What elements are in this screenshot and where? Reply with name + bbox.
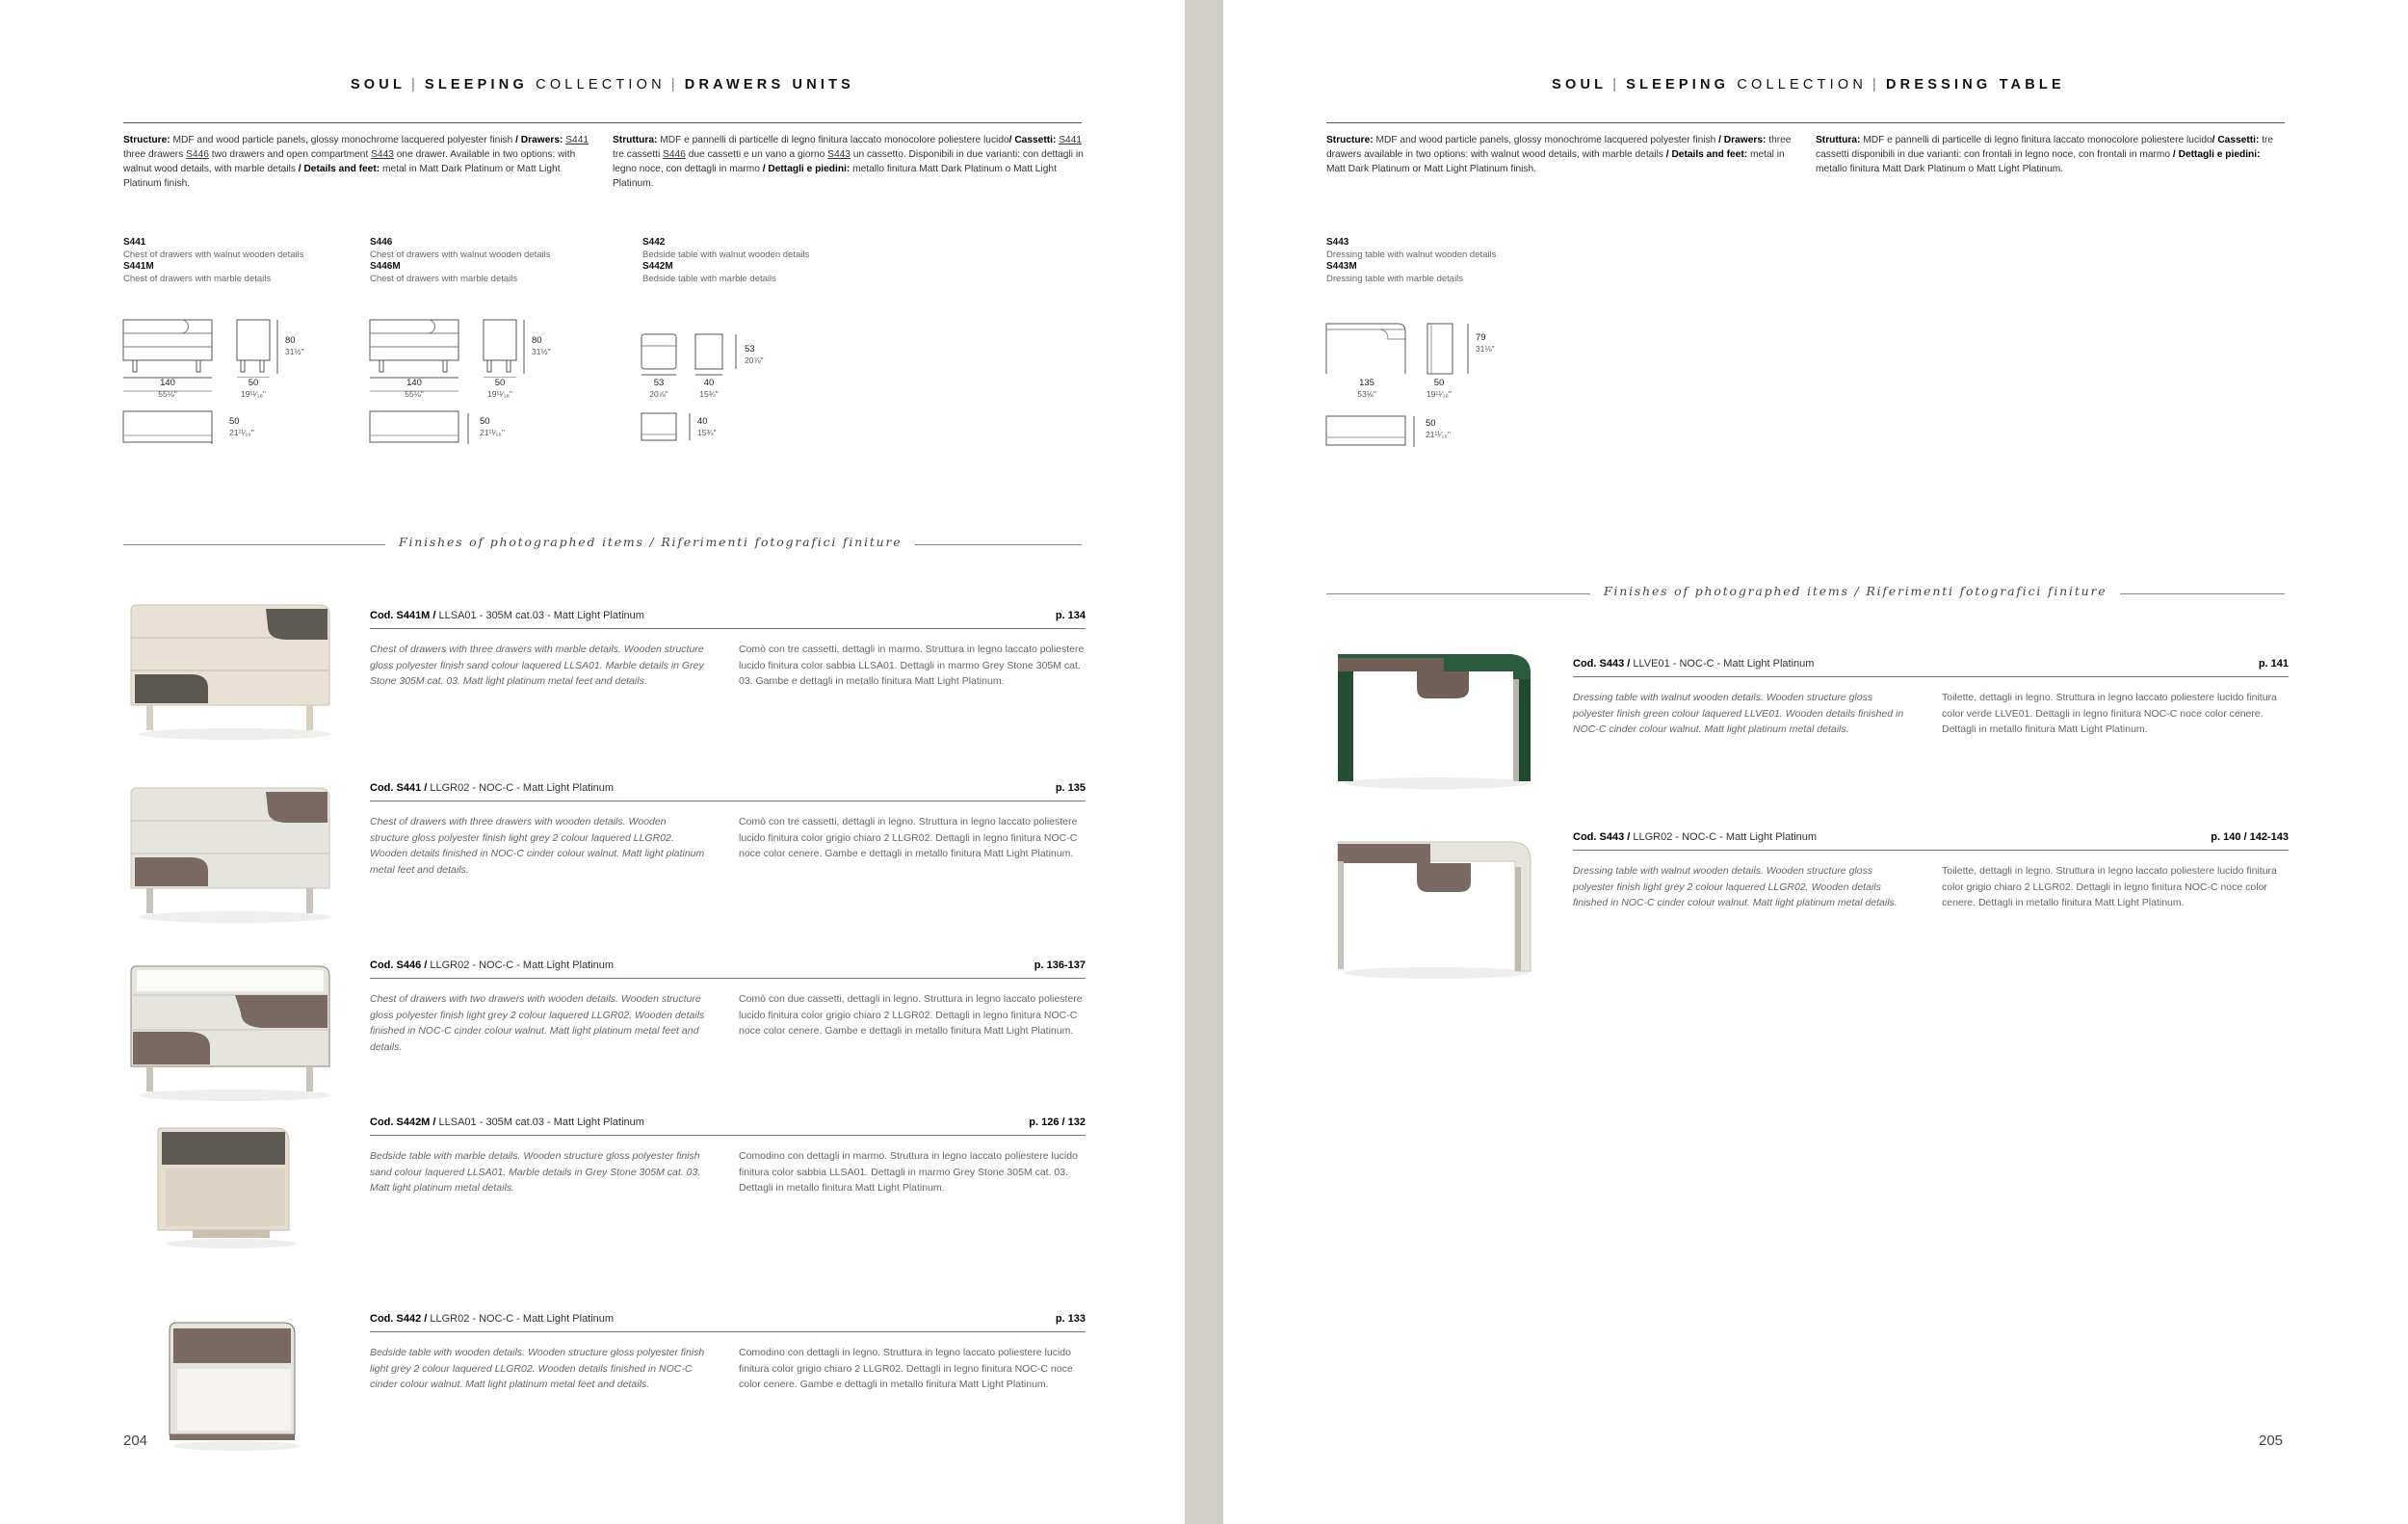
item-head-s443-grey: Cod. S443 / LLGR02 - NOC-C - Matt Light Platinum p. 140 / 142-143 <box>1573 831 2289 843</box>
item-rule <box>370 1135 1086 1136</box>
photo-s441 <box>121 780 343 925</box>
page-header: SOUL | SLEEPING COLLECTION | DRAWERS UNITS <box>350 77 855 92</box>
item-desc-it: Toilette, dettagli in legno. Struttura in legno laccato poliestere lucido finitura color grigio chiaro 2 LLGR02. Dettagli in legno finitura NOC-C noce color cenere. Dettagli in metallo finitura Matt Light Platinum. <box>1942 865 2277 908</box>
page-header: SOUL | SLEEPING COLLECTION | DRESSING TABLE <box>1552 77 2065 92</box>
item-desc-en: Chest of drawers with three drawers with wooden details. Wooden structure gloss polyester finish light grey 2 colour laquered LLGR02. Wooden details finished in NOC-C cinder colour walnut. Matt light platinum metal feet and details. <box>370 816 705 876</box>
item-desc-en: Chest of drawers with two drawers with wooden details. Wooden structure gloss polyester finish light grey 2 colour laquered LLGR02. Wooden details finished in NOC-C cinder colour walnut. Matt light platinum metal feet and details. <box>370 993 705 1053</box>
spread-gutter <box>1185 0 1223 1524</box>
photo-s442m <box>144 1122 318 1267</box>
dim-s441-top-rule <box>210 411 220 450</box>
page-ref-141[interactable]: p. 141 <box>2258 658 2289 670</box>
page-number: 205 <box>2259 1432 2284 1449</box>
page-number: 204 <box>123 1432 148 1449</box>
section-name: DRAWERS UNITS <box>684 77 855 92</box>
item-head-s443-green: Cod. S443 / LLVE01 - NOC-C - Matt Light Platinum p. 141 <box>1573 658 2289 670</box>
section-name: DRESSING TABLE <box>1886 77 2065 92</box>
item-desc-it: Comò con tre cassetti, dettagli in legno. Struttura in legno laccato poliestere lucido finitura color grigio chiaro 2 LLGR02. Dettagli in legno finitura NOC-C noce color cenere. Gambe e dettagli in metallo finitura Matt Light Platinum. <box>739 816 1078 859</box>
intro-english: Structure: MDF and wood particle panels, glossy monochrome lacquered polyester finish / Drawers: S441 three drawers S446 two drawers and open compartment S443 one drawer. Available in two options: with walnut wood details, with marble details / Details and feet: metal in Matt Dark Platinum or Matt Light Platinum finish. <box>123 135 589 189</box>
finishes-title: Finishes of photographed items / Riferimenti fotografici finiture <box>385 535 915 549</box>
code-block-s441: S441 Chest of drawers with walnut wooden details S441M Chest of drawers with marble details <box>123 237 304 284</box>
link-s441-it[interactable]: S441 <box>1059 135 1082 145</box>
dim-s441-height-rule <box>275 318 285 378</box>
item-rule <box>1573 676 2289 677</box>
item-head-s441m: Cod. S441M / LLSA01 - 305M cat.03 - Matt Light Platinum p. 134 <box>370 610 1086 621</box>
item-desc-en: Bedside table with wooden details. Wooden structure gloss polyester finish light grey 2 colour laquered LLGR02. Wooden details finished in NOC-C cinder colour walnut. Matt light platinum metal feet and details. <box>370 1347 705 1390</box>
item-desc-en: Dressing table with walnut wooden details. Wooden structure gloss polyester finish light grey 2 colour laquered LLGR02. Wooden details finished in NOC-C cinder colour walnut. Matt light platinum metal details. <box>1573 865 1898 908</box>
left-page: SOUL | SLEEPING COLLECTION | DRAWERS UNITS Structure: MDF and wood particle panels, glossy monochrome lacquered polyester finish / Drawers: S441 three drawers S446 two drawers and open compartment S443 one drawer. Available in two options: with walnut wood details, with marble details / Details and feet: metal in Matt Dark Platinum or Matt Light Platinum finish. Struttura: MDF e pannelli di particelle di legno finitura laccato monocolore poliestere lucido/ Cassetti: S441 tre cassetti S446 due cassetti e un vano a giorno S443 un cassetto. Disponibili in due varianti: con dettagli in legno noce, con dettagli in marmo / Dettagli e piedini: metallo finitura Matt Dark Platinum o Matt Light Platinum. S441 Chest of drawers with walnut wooden details S441M Chest of drawers with marble details S446 Chest of drawers with walnut wooden details S446M Chest of drawers with marble details S442 Bedside table with walnut wooden details S442M Bedside table with marble details 140 55⅛" 50 19¹¹⁄₁₆" 80 31½" 50 21¹¹⁄₁₆" 140 55⅛" 50 19¹¹⁄₁₆" 80 31½" 50 21¹¹⁄₁₆" 53 20⅞" 40 15¾" 53 20⅞" 40 15¾" Finishes of photographed items / Riferimenti fotografici finiture Cod. S441M / LLSA01 - 305M cat.03 - Matt Light Platinum p. 134 Chest of drawers with three drawers with marble details. Wooden structure gloss polyester finish sand colour laquered LLSA01. Marble details in Grey Stone 305M cat. 03. Matt light platinum metal feet and details. Comò con tre cassetti, dettagli in marmo. Struttura in legno laccato poliestere lucido finitura color sabbia LLSA01. Dettagli in marmo Grey Stone 305M cat. 03. Gambe e dettagli in metallo finitura Matt Light Platinum. Cod. S441 / LLGR02 - NOC-C - Matt Light Platinum p. 135 Chest of drawers with three drawers with wooden details. Wooden structure gloss polyester finish light grey 2 colour laquered LLGR02. Wooden details finished in NOC-C cinder colour walnut. Matt light platinum metal feet and details. Comò con tre cassetti, dettagli in legno. Struttura in legno laccato poliestere lucido finitura color grigio chiaro 2 LLGR02. Dettagli in legno finitura NOC-C noce color cenere. Gambe e dettagli in metallo finitura Matt Light Platinum. Cod. S446 / LLGR02 - NOC-C - Matt Light Platinum p. 136-137 Chest of drawers with two drawers with wooden details. Wooden structure gloss polyester finish light grey 2 colour laquered LLGR02. Wooden details finished in NOC-C cinder colour walnut. Matt light platinum metal feet and details. Comò con due cassetti, dettagli in legno. Struttura in legno laccato poliestere lucido finitura color grigio chiaro 2 LLGR02. Dettagli in legno finitura NOC-C noce color cenere. Gambe e dettagli in metallo finitura Matt Light Platinum. Cod. S442M / LLSA01 - 305M cat.03 - Matt Light Platinum p. 126 / 132 Bedside table with marble details. Wooden structure gloss polyester finish sand colour laquered LLSA01. Marble details in Grey Stone 305M cat. 03. Matt light platinum metal details. Comodino con dettagli in marmo. Struttura in legno laccato poliestere lucido finitura color sabbia LLSA01. Dettagli in marmo Grey Stone 305M cat. 03. Dettagli in metallo finitura Matt Light Platinum. Cod. S442 / LLGR02 - NOC-C - Matt Light Platinum p. 133 Bedside table with wooden details. Wooden structure gloss polyester finish light grey 2 colour laquered LLGR02. Wooden details finished in NOC-C cinder colour walnut. Matt light platinum metal feet and details. Comodino con dettagli in legno. Struttura in legno laccato poliestere lucido finitura color grigio chiaro 2 LLGR02. Dettagli in legno finitura NOC-C noce color cenere. Gambe e dettagli in metallo finitura Matt Light Platinum. 204 <box>0 0 1185 1524</box>
drawing-s446-side <box>482 318 524 378</box>
collection-name: SLEEPING <box>425 77 528 92</box>
finishes-title: Finishes of photographed items / Riferimenti fotografici finiture <box>1590 584 2120 598</box>
page-ref-136-137[interactable]: p. 136-137 <box>1034 959 1086 971</box>
collection-word: COLLECTION <box>1737 77 1868 92</box>
link-s446[interactable]: S446 <box>186 149 209 160</box>
brand-name: SOUL <box>1552 77 1608 92</box>
page-ref-134[interactable]: p. 134 <box>1055 610 1086 621</box>
photo-s446 <box>121 959 343 1103</box>
item-desc-it: Comodino con dettagli in legno. Struttura in legno laccato poliestere lucido finitura color grigio chiaro 2 LLGR02. Dettagli in legno finitura NOC-C noce color cenere. Gambe e dettagli in metallo finitura Matt Light Platinum. <box>739 1347 1073 1390</box>
page-ref-140-142-143[interactable]: p. 140 / 142-143 <box>2211 831 2289 843</box>
item-desc-it: Toilette, dettagli in legno. Struttura in legno laccato poliestere lucido finitura color verde LLVE01. Dettagli in legno finitura NOC-C noce color cenere. Dettagli in metallo finitura Matt Light Platinum. <box>1942 692 2277 735</box>
code-block-s443: S443 Dressing table with walnut wooden details S443M Dressing table with marble details <box>1326 237 1497 284</box>
code-block-s442: S442 Bedside table with walnut wooden details S442M Bedside table with marble details <box>642 237 810 284</box>
link-s443[interactable]: S443 <box>371 149 394 160</box>
link-s443-it[interactable]: S443 <box>827 149 851 160</box>
item-rule <box>370 628 1086 629</box>
page-ref-126-132[interactable]: p. 126 / 132 <box>1029 1117 1086 1128</box>
code-block-s446: S446 Chest of drawers with walnut wooden details S446M Chest of drawers with marble details <box>370 237 551 284</box>
item-desc-en: Bedside table with marble details. Wooden structure gloss polyester finish sand colour laquered LLSA01. Marble details in Grey Stone 305M cat. 03. Matt light platinum metal details. <box>370 1150 701 1194</box>
page-ref-135[interactable]: p. 135 <box>1055 782 1086 794</box>
drawing-s443-side <box>1426 320 1483 380</box>
intro-italian: Struttura: MDF e pannelli di particelle di legno finitura laccato monocolore poliestere lucido/ Cassetti: S441 tre cassetti S446 due cassetti e un vano a giorno S443 un cassetto. Disponibili in due varianti: con dettagli in legno noce, con dettagli in marmo / Dettagli e piedini: metallo finitura Matt Dark Platinum o Matt Light Platinum. <box>613 135 1084 189</box>
photo-s443-grey <box>1324 828 1546 983</box>
item-head-s446: Cod. S446 / LLGR02 - NOC-C - Matt Light Platinum p. 136-137 <box>370 959 1086 971</box>
item-rule <box>1573 850 2289 851</box>
dim-s446-height-rule <box>522 318 532 378</box>
drawing-s441-side <box>235 318 277 378</box>
item-head-s441: Cod. S441 / LLGR02 - NOC-C - Matt Light Platinum p. 135 <box>370 782 1086 794</box>
item-desc-en: Dressing table with walnut wooden details. Wooden structure gloss polyester finish green colour laquered LLVE01. Wooden details finished in NOC-C cinder colour walnut. Matt light platinum metal details. <box>1573 692 1904 735</box>
header-rule <box>123 122 1082 123</box>
item-rule <box>370 1331 1086 1332</box>
photo-s443-green <box>1324 641 1546 795</box>
item-rule <box>370 978 1086 979</box>
item-desc-en: Chest of drawers with three drawers with marble details. Wooden structure gloss polyester finish sand colour laquered LLSA01. Marble details in Grey Stone 305M cat. 03. Matt light platinum metal feet and details. <box>370 644 704 687</box>
page-ref-133[interactable]: p. 133 <box>1055 1313 1086 1325</box>
item-head-s442m: Cod. S442M / LLSA01 - 305M cat.03 - Matt Light Platinum p. 126 / 132 <box>370 1117 1086 1128</box>
item-desc-it: Comò con due cassetti, dettagli in legno. Struttura in legno laccato poliestere lucido finitura color grigio chiaro 2 LLGR02. Dettagli in legno finitura NOC-C noce color cenere. Gambe e dettagli in metallo finitura Matt Light Platinum. <box>739 993 1083 1037</box>
brand-name: SOUL <box>350 77 406 92</box>
item-desc-it: Comodino con dettagli in marmo. Struttura in legno laccato poliestere lucido finitura color sabbia LLSA01. Dettagli in marmo Grey Stone 305M cat. 03. Dettagli in metallo finitura Matt Light Platinum. <box>739 1150 1078 1194</box>
collection-name: SLEEPING <box>1626 77 1730 92</box>
intro-english: Structure: MDF and wood particle panels, glossy monochrome lacquered polyester finish / Drawers: three drawers available in two options: with walnut wood details, with marble details / Details and feet: metal in Matt Dark Platinum or Matt Light Platinum finish. <box>1326 135 1792 174</box>
link-s446-it[interactable]: S446 <box>663 149 686 160</box>
header-rule <box>1326 122 2285 123</box>
item-head-s442: Cod. S442 / LLGR02 - NOC-C - Matt Light Platinum p. 133 <box>370 1313 1086 1325</box>
collection-word: COLLECTION <box>536 77 666 92</box>
photo-s441m <box>121 597 343 742</box>
photo-s442 <box>154 1315 327 1459</box>
right-page: SOUL | SLEEPING COLLECTION | DRESSING TABLE Structure: MDF and wood particle panels, glossy monochrome lacquered polyester finish / Drawers: three drawers available in two options: with walnut wood details, with marble details / Details and feet: metal in Matt Dark Platinum or Matt Light Platinum finish. Struttura: MDF e pannelli di particelle di legno finitura laccato monocolore poliestere lucido/ Cassetti: tre cassetti disponibili in due varianti: con frontali in legno noce, con frontali in marmo / Dettagli e piedini: metallo finitura Matt Dark Platinum o Matt Light Platinum. S443 Dressing table with walnut wooden details S443M Dressing table with marble details 135 53⅛" 50 19¹¹⁄₁₆" 79 31⅛" 50 21¹¹⁄₁₆" Finishes of photographed items / Riferimenti fotografici finiture Cod. S443 / LLVE01 - NOC-C - Matt Light Platinum p. 141 Dressing table with walnut wooden details. Wooden structure gloss polyester finish green colour laquered LLVE01. Wooden details finished in NOC-C cinder colour walnut. Matt light platinum metal details. Toilette, dettagli in legno. Struttura in legno laccato poliestere lucido finitura color verde LLVE01. Dettagli in legno finitura NOC-C noce color cenere. Dettagli in metallo finitura Matt Light Platinum. Cod. S443 / LLGR02 - NOC-C - Matt Light Platinum p. 140 / 142-143 Dressing table with walnut wooden details. Wooden structure gloss polyester finish light grey 2 colour laquered LLGR02. Wooden details finished in NOC-C cinder colour walnut. Matt light platinum metal details. Toilette, dettagli in legno. Struttura in legno laccato poliestere lucido finitura color grigio chiaro 2 LLGR02. Dettagli in legno finitura NOC-C noce color cenere. Dettagli in metallo finitura Matt Light Platinum. 205 <box>1223 0 2408 1524</box>
intro-italian: Struttura: MDF e pannelli di particelle di legno finitura laccato monocolore poliestere lucido/ Cassetti: tre cassetti disponibili in due varianti: con frontali in legno noce, con frontali in marmo / Dettagli e piedini: metallo finitura Matt Dark Platinum o Matt Light Platinum. <box>1816 135 2274 174</box>
item-desc-it: Comò con tre cassetti, dettagli in marmo. Struttura in legno laccato poliestere lucido finitura color sabbia LLSA01. Dettagli in marmo Grey Stone 305M cat. 03. Gambe e dettagli in metallo finitura Matt Light Platinum. <box>739 644 1085 687</box>
dim-s446-top-rule <box>466 411 476 450</box>
dim-s443-top-rule <box>1412 414 1422 453</box>
link-s441[interactable]: S441 <box>565 135 589 145</box>
